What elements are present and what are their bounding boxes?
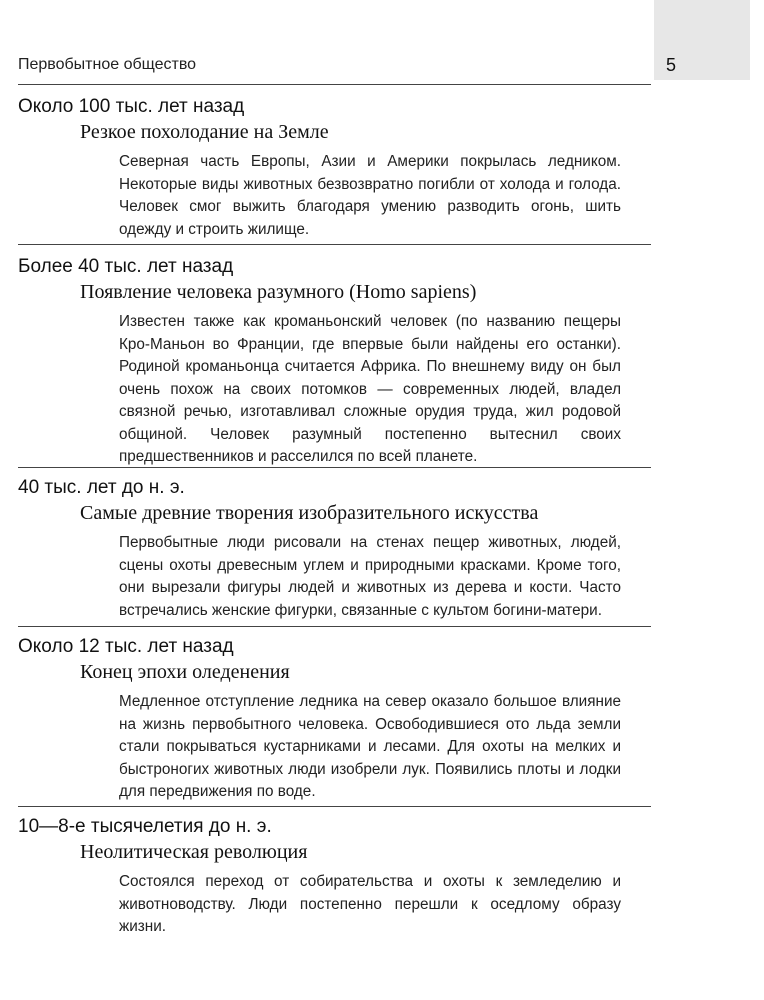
entry-title: Появление человека разумного (Homo sapiens) — [80, 281, 477, 303]
timeline-entry — [18, 815, 638, 939]
divider — [18, 244, 651, 245]
timeline-entry — [18, 635, 638, 804]
page-number: 5 — [666, 55, 677, 75]
entry-date: 40 тыс. лет до н. э. — [18, 477, 185, 498]
entry-date: 10—8-е тысячелетия до н. э. — [18, 816, 272, 837]
entry-date: Около 12 тыс. лет назад — [18, 636, 234, 657]
divider — [18, 806, 651, 807]
entry-title: Конец эпохи оледенения — [80, 661, 290, 683]
divider — [18, 467, 651, 468]
divider — [18, 84, 651, 85]
entry-title: Самые древние творения изобразительного искусства — [80, 502, 539, 524]
timeline-entry — [18, 95, 638, 241]
entry-title: Резкое похолодание на Земле — [80, 121, 329, 143]
running-title: Первобытное общество — [18, 56, 197, 73]
entry-text: Состоялся переход от собирательства и охоты к земледелию и животноводству. Люди постепенно перешли к оседлому образу жизни. — [119, 873, 621, 935]
timeline-entry — [18, 476, 638, 622]
entry-text: Известен также как кроманьонский человек (по названию пещеры Кро-Маньон во Франции, где впервые были найдены его останки). Родиной кроманьонца считается Африка. По внешнему виду он был очень похож на своих потомков — современных людей, владел связной речью, изготавливал сложные орудия труда, жил родовой общиной. Человек разумный постепенно вытеснил своих предшественников и расселился по всей планете. — [119, 313, 621, 465]
timeline-entry — [18, 255, 638, 469]
entry-text: Первобытные люди рисовали на стенах пещер животных, людей, сцены охоты древесным углем и природными красками. Кроме того, они вырезали фигуры людей и животных из дерева и кости. Часто встречались женские фигурки, связанные с культом богини-матери. — [119, 534, 621, 619]
entry-date: Более 40 тыс. лет назад — [18, 256, 234, 277]
entry-text: Медленное отступление ледника на север оказало большое влияние на жизнь первобытного человека. Освободившиеся ото льда земли стали покрываться кустарниками и лесами. Для охоты на мелких и быстроногих животных люди изобрели лук. Появились плоты и лодки для передвижения по воде. — [119, 693, 621, 800]
entry-text: Северная часть Европы, Азии и Америки покрылась ледником. Некоторые виды животных безвозвратно погибли от холода и голода. Человек смог выжить благодаря умению разводить огонь, шить одежду и строить жилище. — [119, 153, 621, 238]
entry-date: Около 100 тыс. лет назад — [18, 96, 245, 117]
divider — [18, 626, 651, 627]
entry-title: Неолитическая революция — [80, 841, 308, 863]
